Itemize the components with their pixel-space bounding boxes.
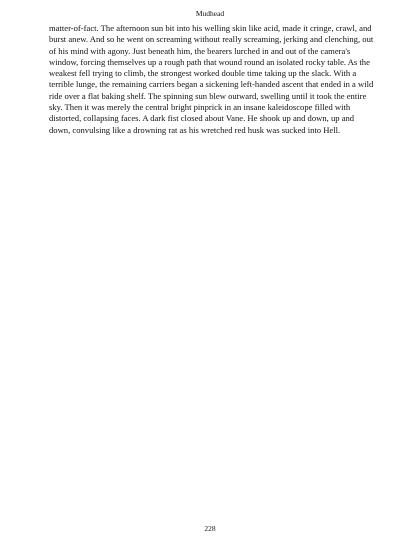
running-title: Mudhead xyxy=(195,9,225,18)
body-paragraph: matter-of-fact. The afternoon sun bit into his welling skin like acid, made it cringe, crawl, and burst anew. And so he went on screaming without really screaming, jerking and clenching, out of his mind with agony. Just beneath him, the bearers lurched in and out of the camera's window, forcing themselves up a rough path that wound round an isolated rocky table. As the weakest fell trying to climb, the strongest worked double time taking up the slack. With a terrible lunge, the remaining carriers began a sickening left-handed ascent that ended in a wild ride over a flat baking shelf. The spinning sun blew outward, swelling until it took the entire sky. Then it was merely the central bright pinprick in an insane kaleidoscope filled with distorted, collapsing faces. A dark fist closed about Vane. He shook up and down, up and down, convulsing like a drowning rat as his wretched red husk was sucked into Hell. xyxy=(49,23,374,135)
page-number: 228 xyxy=(204,524,216,533)
